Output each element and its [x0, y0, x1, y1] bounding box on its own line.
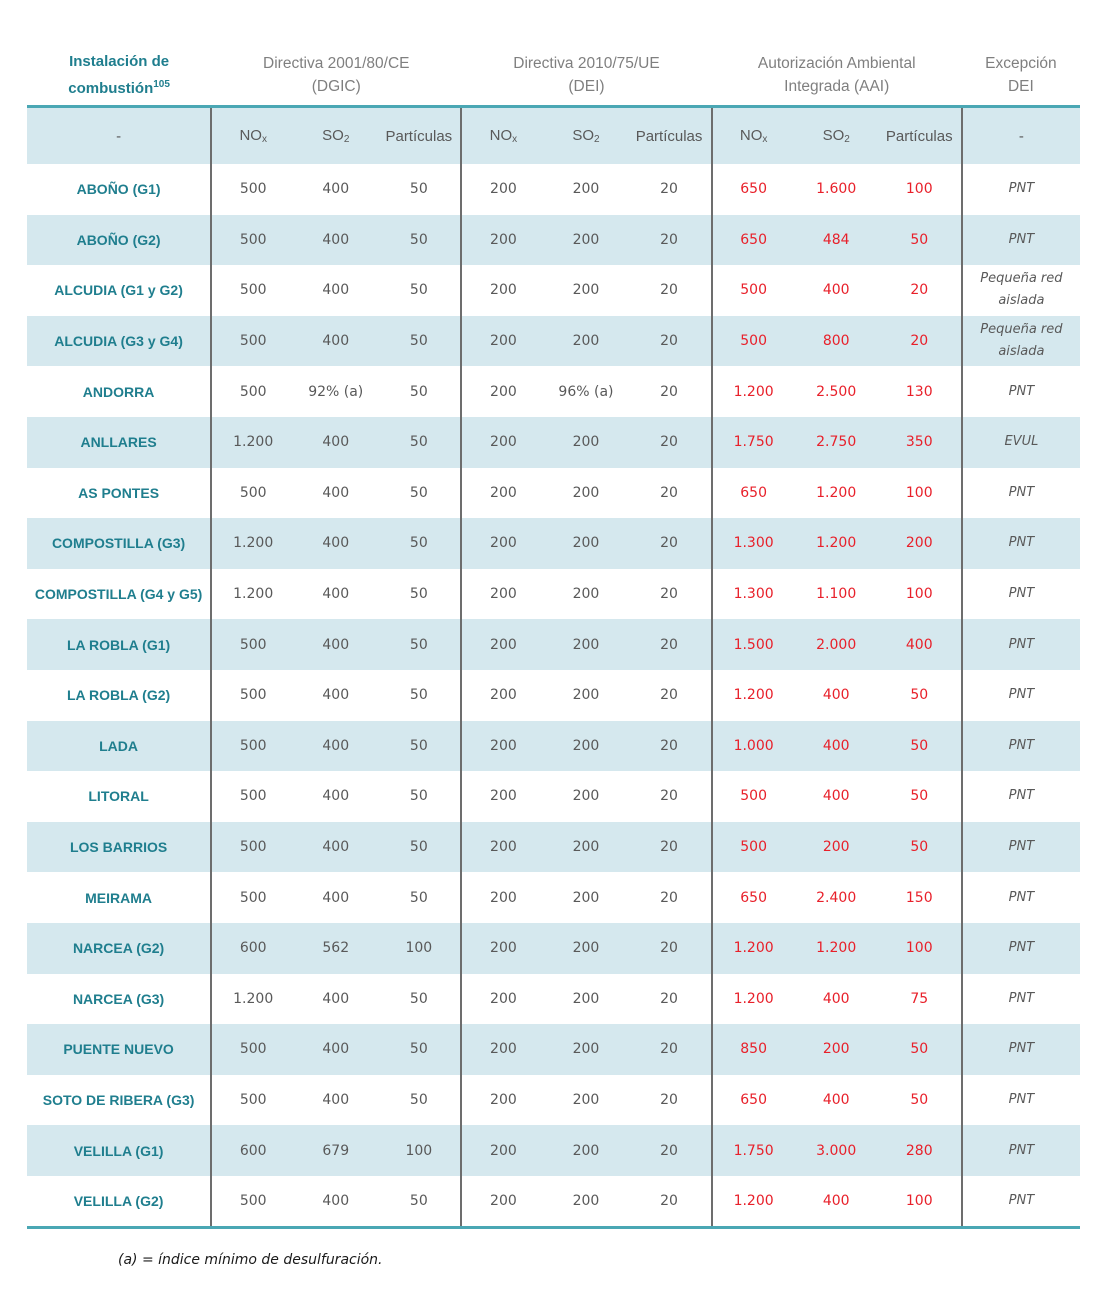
aai-value-so2: 1.200	[795, 923, 878, 974]
dei-value-part: 20	[628, 822, 712, 873]
exception-value: PNT	[962, 366, 1080, 417]
dgic-value-so2: 400	[294, 316, 377, 367]
header-installation-label: Instalación de combustión	[68, 52, 170, 97]
subheader-dei-nox	[461, 107, 544, 165]
dei-value-so2: 200	[544, 1176, 627, 1228]
subheader-label-so2: $SO_2$	[822, 127, 850, 145]
dei-value-part: 20	[628, 1024, 712, 1075]
dei-value-part: 20	[660, 889, 678, 906]
exception-value: PNT	[962, 923, 1080, 974]
subheader-aai-nox	[712, 107, 795, 165]
dgic-value-so2: 400	[322, 282, 350, 299]
aai-value-part: 50	[910, 687, 929, 704]
table-row	[27, 1024, 1080, 1075]
aai-value-part: 50	[910, 1091, 929, 1108]
aai-value-nox: 650	[712, 164, 795, 215]
dei-value-part: 20	[628, 721, 712, 772]
aai-value-part: 100	[905, 484, 933, 501]
subheader-dgic-nox	[211, 107, 294, 165]
dei-value-so2: 200	[544, 1024, 627, 1075]
header-exception	[962, 44, 1080, 107]
header-dei	[461, 44, 711, 107]
table-row	[27, 721, 1080, 772]
exception-value: PNT	[962, 1125, 1080, 1176]
dei-value-part: 20	[660, 990, 678, 1007]
aai-value-so2: 2.750	[795, 417, 878, 468]
subheader-aai-part: Partículas	[878, 107, 962, 165]
aai-value-so2: 1.200	[795, 518, 878, 569]
dgic-value-nox: 500	[211, 164, 294, 215]
dei-value-so2: 200	[544, 518, 627, 569]
table-row	[27, 265, 1080, 316]
dei-value-part: 20	[628, 923, 712, 974]
subheader-installation: -	[27, 107, 211, 165]
dei-value-part: 20	[660, 586, 678, 603]
dei-value-so2: 96% (a)	[558, 383, 614, 400]
dei-value-nox: 200	[461, 366, 544, 417]
table-group-header	[27, 44, 1080, 107]
dei-value-nox: 200	[461, 721, 544, 772]
installation-name: COMPOSTILLA (G3)	[27, 518, 211, 569]
aai-value-nox: 500	[712, 265, 795, 316]
aai-value-so2: 400	[822, 1091, 850, 1108]
aai-value-so2: 400	[822, 990, 850, 1007]
exception-value: PNT	[962, 721, 1080, 772]
dgic-value-so2: 400	[294, 1024, 377, 1075]
dei-value-nox: 200	[461, 974, 544, 1025]
dei-value-so2: 200	[572, 181, 600, 198]
dgic-value-so2: 400	[322, 586, 350, 603]
dgic-value-part: 50	[409, 889, 428, 906]
exception-value: PNT	[962, 468, 1080, 519]
table-subheader	[27, 107, 1080, 165]
dgic-value-so2: 562	[294, 923, 377, 974]
installation-name: ANDORRA	[82, 383, 155, 400]
dgic-value-so2: 679	[294, 1125, 377, 1176]
dei-value-part: 20	[660, 282, 678, 299]
dei-value-so2: 200	[572, 1091, 600, 1108]
dgic-value-part: 50	[377, 316, 461, 367]
aai-value-so2: 2.400	[816, 889, 857, 906]
dgic-value-part: 50	[377, 1024, 461, 1075]
aai-value-so2: 400	[795, 721, 878, 772]
aai-value-so2: 1.600	[816, 181, 857, 198]
installation-name: COMPOSTILLA (G4 y G5)	[34, 586, 203, 603]
aai-value-so2: 1.100	[816, 586, 857, 603]
installation-name: VELILLA (G2)	[27, 1176, 211, 1228]
table-row	[27, 1075, 1080, 1126]
header-dei-line1: Directiva 2010/75/UE	[513, 54, 660, 72]
emissions-table-container	[27, 44, 1080, 1229]
aai-value-so2: 484	[795, 215, 878, 266]
dgic-value-nox: 500	[211, 1176, 294, 1228]
dei-value-nox: 200	[461, 215, 544, 266]
dei-value-nox: 200	[461, 518, 544, 569]
aai-value-nox: 500	[712, 822, 795, 873]
aai-value-part: 50	[878, 215, 962, 266]
dei-value-part: 20	[660, 788, 678, 805]
dgic-value-part: 50	[409, 282, 428, 299]
subheader-label-nox: $NO_x$	[739, 127, 768, 145]
installation-name: LADA	[27, 721, 211, 772]
installation-name: PUENTE NUEVO	[27, 1024, 211, 1075]
dei-value-so2: 200	[544, 417, 627, 468]
header-dgic	[211, 44, 461, 107]
dgic-value-so2: 400	[322, 889, 350, 906]
exception-value: PNT	[962, 1176, 1080, 1228]
dgic-value-nox: 500	[211, 721, 294, 772]
dei-value-so2: 200	[572, 788, 600, 805]
dgic-value-so2: 400	[322, 484, 350, 501]
aai-value-so2: 200	[795, 1024, 878, 1075]
aai-value-nox: 650	[712, 468, 795, 519]
aai-value-nox: 1.200	[712, 923, 795, 974]
exception-value: PNT	[962, 569, 1080, 620]
subheader-label-nox: $NO_x$	[489, 127, 518, 145]
dgic-value-part: 50	[377, 518, 461, 569]
exception-value: PNT	[962, 215, 1080, 266]
dgic-value-so2: 400	[294, 822, 377, 873]
dei-value-nox: 200	[461, 822, 544, 873]
aai-value-nox: 1.000	[712, 721, 795, 772]
header-aai	[712, 44, 962, 107]
aai-value-so2: 400	[822, 282, 850, 299]
aai-value-part: 50	[878, 822, 962, 873]
dgic-value-nox: 500	[211, 822, 294, 873]
dei-value-part: 20	[628, 619, 712, 670]
aai-value-part: 50	[878, 721, 962, 772]
dgic-value-part: 50	[377, 1176, 461, 1228]
installation-name: LOS BARRIOS	[27, 822, 211, 873]
aai-value-nox: 650	[712, 215, 795, 266]
dgic-value-nox: 500	[211, 265, 294, 316]
dgic-value-so2: 400	[322, 181, 350, 198]
installation-name: LITORAL	[88, 788, 149, 805]
exception-value: PNT	[962, 518, 1080, 569]
table-row	[27, 872, 1080, 923]
dei-value-nox: 200	[461, 1176, 544, 1228]
dei-value-part: 20	[628, 1125, 712, 1176]
aai-value-so2: 800	[795, 316, 878, 367]
subheader-exception: -	[962, 107, 1080, 165]
table-row	[27, 822, 1080, 873]
dgic-value-part: 50	[409, 788, 428, 805]
dei-value-nox: 200	[461, 1125, 544, 1176]
aai-value-part: 50	[910, 788, 929, 805]
dei-value-so2: 200	[572, 990, 600, 1007]
header-dei-line2: (DEI)	[568, 77, 605, 95]
dei-value-nox: 200	[461, 923, 544, 974]
dei-value-so2: 200	[572, 484, 600, 501]
dgic-value-nox: 500	[211, 468, 294, 519]
exception-value: Pequeña red aislada	[962, 316, 1080, 367]
aai-value-part: 50	[878, 1024, 962, 1075]
dei-value-part: 20	[628, 215, 712, 266]
aai-value-part: 100	[905, 181, 933, 198]
dei-value-so2: 200	[544, 923, 627, 974]
installation-name: LA ROBLA (G2)	[66, 687, 171, 704]
table-row	[27, 670, 1080, 721]
dei-value-nox: 200	[461, 771, 544, 822]
header-aai-line1: Autorización Ambiental	[757, 54, 916, 72]
installation-name: NARCEA (G2)	[27, 923, 211, 974]
aai-value-so2: 1.200	[816, 484, 857, 501]
aai-value-so2: 400	[822, 788, 850, 805]
dei-value-nox: 200	[461, 316, 544, 367]
dei-value-nox: 200	[461, 1075, 544, 1126]
dgic-value-so2: 400	[294, 1176, 377, 1228]
dgic-value-part: 50	[377, 417, 461, 468]
table-row	[27, 974, 1080, 1025]
aai-value-nox: 1.200	[712, 1176, 795, 1228]
dgic-value-nox: 500	[211, 771, 294, 822]
exception-value: PNT	[962, 1075, 1080, 1126]
header-exception-line1: Excepción	[985, 54, 1057, 72]
footnote: (a) = índice mínimo de desulfuración.	[118, 1252, 383, 1268]
aai-value-nox: 1.750	[712, 1125, 795, 1176]
aai-value-part: 200	[878, 518, 962, 569]
exception-value: PNT	[962, 974, 1080, 1025]
dei-value-so2: 200	[544, 316, 627, 367]
dgic-value-part: 50	[409, 484, 428, 501]
header-dgic-line2: (DGIC)	[311, 77, 361, 95]
installation-name: VELILLA (G1)	[27, 1125, 211, 1176]
dgic-value-so2: 400	[294, 417, 377, 468]
installation-name: AS PONTES	[78, 484, 160, 501]
aai-value-nox: 850	[712, 1024, 795, 1075]
aai-value-nox: 1.500	[712, 619, 795, 670]
subheader-aai-so2	[795, 107, 878, 165]
installation-name: SOTO DE RIBERA (G3)	[42, 1091, 195, 1108]
dgic-value-so2: 400	[322, 687, 350, 704]
exception-value: PNT	[962, 164, 1080, 215]
dei-value-part: 20	[628, 518, 712, 569]
aai-value-part: 20	[910, 282, 929, 299]
aai-value-part: 75	[910, 990, 929, 1007]
dei-value-part: 20	[660, 1091, 678, 1108]
dgic-value-nox: 500	[211, 670, 294, 721]
exception-value: PNT	[962, 670, 1080, 721]
aai-value-part: 20	[878, 316, 962, 367]
exception-value: EVUL	[962, 417, 1080, 468]
dgic-value-nox: 500	[211, 872, 294, 923]
dgic-value-part: 50	[409, 687, 428, 704]
dgic-value-nox: 500	[211, 1024, 294, 1075]
aai-value-so2: 2.500	[816, 383, 857, 400]
table-row	[27, 468, 1080, 519]
dei-value-nox: 200	[461, 265, 544, 316]
exception-value: Pequeña red aislada	[962, 265, 1080, 316]
aai-value-nox: 1.750	[712, 417, 795, 468]
dei-value-so2: 200	[544, 822, 627, 873]
aai-value-part: 400	[878, 619, 962, 670]
dgic-value-so2: 400	[294, 619, 377, 670]
dgic-value-part: 50	[377, 721, 461, 772]
aai-value-part: 350	[878, 417, 962, 468]
exception-value: PNT	[962, 872, 1080, 923]
table-row	[27, 215, 1080, 266]
dei-value-nox: 200	[461, 670, 544, 721]
aai-value-nox: 1.200	[712, 974, 795, 1025]
dei-value-so2: 200	[544, 619, 627, 670]
exception-value: PNT	[962, 1024, 1080, 1075]
dgic-value-part: 50	[409, 383, 428, 400]
aai-value-nox: 1.300	[712, 518, 795, 569]
aai-value-so2: 400	[795, 1176, 878, 1228]
table-row	[27, 366, 1080, 417]
dgic-value-so2: 400	[294, 721, 377, 772]
table-row	[27, 316, 1080, 367]
subheader-label-so2: $SO_2$	[572, 127, 600, 145]
dgic-value-part: 50	[409, 1091, 428, 1108]
dgic-value-so2: 400	[322, 1091, 350, 1108]
dei-value-part: 20	[660, 687, 678, 704]
installation-name: ALCUDIA (G3 y G4)	[27, 316, 211, 367]
dei-value-part: 20	[628, 1176, 712, 1228]
subheader-dei-so2	[544, 107, 627, 165]
dei-value-nox: 200	[461, 1024, 544, 1075]
subheader-label-so2: $SO_2$	[322, 127, 350, 145]
dgic-value-part: 100	[377, 1125, 461, 1176]
dgic-value-nox: 1.200	[211, 518, 294, 569]
installation-name: ABOÑO (G2)	[27, 215, 211, 266]
dei-value-nox: 200	[461, 468, 544, 519]
installation-name: NARCEA (G3)	[72, 990, 165, 1007]
table-row	[27, 417, 1080, 468]
dgic-value-part: 50	[377, 619, 461, 670]
dei-value-part: 20	[628, 316, 712, 367]
header-installation	[27, 44, 211, 107]
aai-value-nox: 1.200	[712, 366, 795, 417]
dgic-value-nox: 600	[211, 1125, 294, 1176]
subheader-label-nox: $NO_x$	[239, 127, 267, 145]
dgic-value-part: 100	[377, 923, 461, 974]
dgic-value-part: 50	[409, 181, 428, 198]
dgic-value-nox: 500	[211, 619, 294, 670]
aai-value-part: 130	[905, 383, 933, 400]
table-body	[27, 164, 1080, 1228]
aai-value-nox: 500	[712, 316, 795, 367]
subheader-dgic-so2	[294, 107, 377, 165]
aai-value-part: 280	[878, 1125, 962, 1176]
installation-name: ABOÑO (G1)	[76, 181, 161, 198]
dgic-value-nox: 600	[211, 923, 294, 974]
dei-value-part: 20	[660, 181, 678, 198]
dgic-value-so2: 400	[322, 788, 350, 805]
dgic-value-nox: 1.200	[211, 569, 294, 620]
dgic-value-so2: 400	[294, 518, 377, 569]
aai-value-nox: 1.300	[712, 569, 795, 620]
dei-value-part: 20	[660, 484, 678, 501]
subheader-dei-part: Partículas	[628, 107, 712, 165]
dei-value-so2: 200	[572, 889, 600, 906]
aai-value-nox: 650	[712, 872, 795, 923]
table-row	[27, 164, 1080, 215]
dei-value-so2: 200	[572, 687, 600, 704]
installation-name: ANLLARES	[27, 417, 211, 468]
dei-value-so2: 200	[544, 1125, 627, 1176]
aai-value-so2: 200	[795, 822, 878, 873]
aai-value-part: 100	[878, 923, 962, 974]
aai-value-part: 150	[905, 889, 933, 906]
dei-value-nox: 200	[461, 569, 544, 620]
dei-value-so2: 200	[572, 586, 600, 603]
table-row	[27, 1176, 1080, 1228]
dgic-value-nox: 1.200	[211, 974, 294, 1025]
dei-value-nox: 200	[461, 619, 544, 670]
dgic-value-part: 50	[377, 822, 461, 873]
dgic-value-part: 50	[377, 215, 461, 266]
dgic-value-nox: 1.200	[211, 417, 294, 468]
dei-value-part: 20	[628, 417, 712, 468]
dei-value-part: 20	[660, 383, 678, 400]
exception-value: PNT	[962, 619, 1080, 670]
installation-name: ALCUDIA (G1 y G2)	[54, 282, 183, 299]
dgic-value-nox: 500	[211, 316, 294, 367]
aai-value-so2: 2.000	[795, 619, 878, 670]
table-row	[27, 771, 1080, 822]
aai-value-nox: 500	[712, 771, 795, 822]
header-dgic-line1: Directiva 2001/80/CE	[263, 54, 410, 72]
dei-value-nox: 200	[461, 164, 544, 215]
table-row	[27, 518, 1080, 569]
dei-value-so2: 200	[544, 721, 627, 772]
dgic-value-nox: 500	[211, 215, 294, 266]
table-row	[27, 923, 1080, 974]
dgic-value-so2: 400	[322, 990, 350, 1007]
table-row	[27, 1125, 1080, 1176]
dgic-value-so2: 92% (a)	[308, 383, 364, 400]
aai-value-part: 100	[878, 1176, 962, 1228]
subheader-dgic-part: Partículas	[377, 107, 461, 165]
table-row	[27, 569, 1080, 620]
header-exception-line2: DEI	[1007, 77, 1034, 95]
aai-value-so2: 3.000	[795, 1125, 878, 1176]
footnote-marker: 105	[153, 78, 170, 90]
aai-value-so2: 400	[822, 687, 850, 704]
dgic-value-nox: 500	[211, 366, 294, 417]
installation-name: LA ROBLA (G1)	[27, 619, 211, 670]
dei-value-nox: 200	[461, 417, 544, 468]
header-aai-line2: Integrada (AAI)	[784, 77, 890, 95]
exception-value: PNT	[962, 771, 1080, 822]
dgic-value-nox: 500	[211, 1075, 294, 1126]
exception-value: PNT	[962, 822, 1080, 873]
dei-value-nox: 200	[461, 872, 544, 923]
dgic-value-part: 50	[409, 586, 428, 603]
aai-value-nox: 1.200	[712, 670, 795, 721]
dei-value-so2: 200	[572, 282, 600, 299]
dei-value-so2: 200	[544, 215, 627, 266]
emission-limits-table	[27, 44, 1080, 1229]
dgic-value-so2: 400	[294, 215, 377, 266]
table-row	[27, 619, 1080, 670]
installation-name: MEIRAMA	[85, 889, 153, 906]
dgic-value-part: 50	[409, 990, 428, 1007]
aai-value-part: 100	[905, 586, 933, 603]
aai-value-nox: 650	[712, 1075, 795, 1126]
